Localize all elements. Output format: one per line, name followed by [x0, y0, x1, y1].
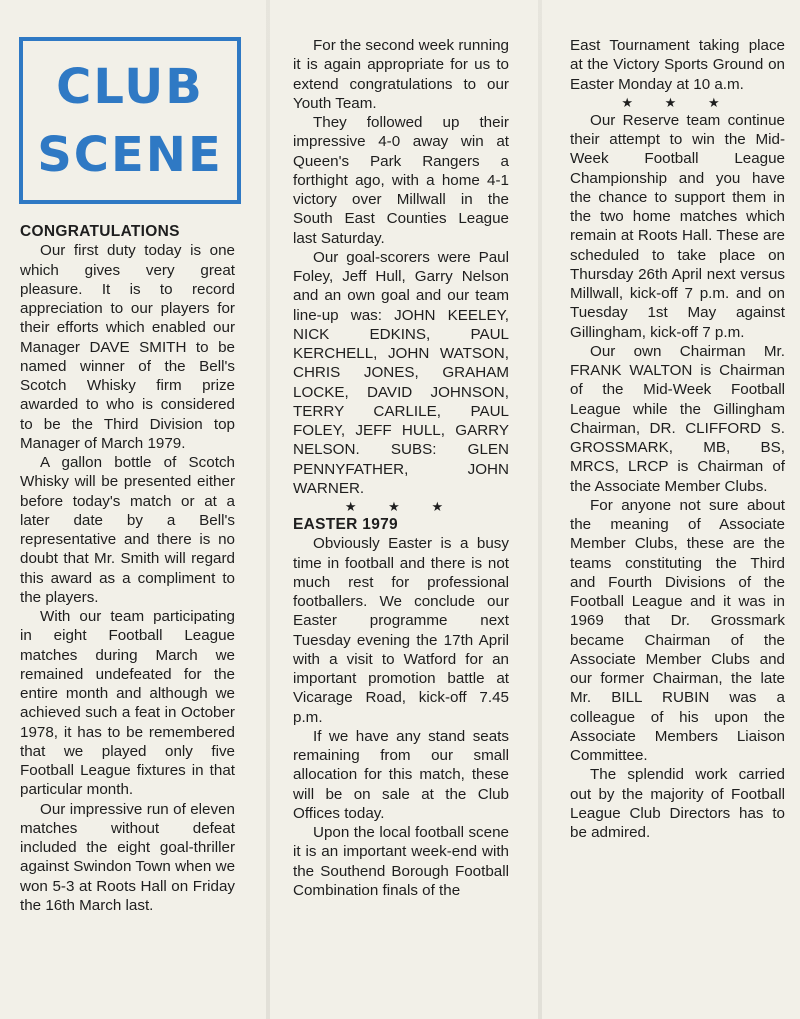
paragraph: Our Reserve team continue their attempt to win the Mid-Week Football League Championship and you have the chance to support them in the two home matches which remain at Roots Hall. These are scheduled to take place on Thursday 26th April next versus Millwall, kick-off 7 p.m. and on Tuesday 1st May against Gillingham, kick-off 7 p.m. [570, 111, 785, 341]
article-column-3 [570, 36, 785, 842]
article-column-2 [293, 36, 509, 900]
star-divider: ★ ★ ★ [621, 94, 734, 110]
paragraph: A gallon bottle of Scotch Whisky will be presented either before today's match or at a later date by a Bell's representative and there is no doubt that Mr. Smith will regard this award as a compliment to the players. [20, 454, 235, 606]
paragraph: Our goal-scorers were Paul Foley, Jeff Hull, Garry Nelson and an own goal and our team line-up was: JOHN KEELEY, NICK EDKINS, PAUL KERCHELL, JOHN WATSON, CHRIS JONES, GRAHAM LOCKE, DAVID JOHNSON, TERRY CARLILE, PAUL FOLEY, JEFF HULL, GARRY NELSON. SUBS: GLEN PENNYFATHER, JOHN WARNER. [293, 248, 509, 497]
paragraph: For the second week running it is again appropriate for us to extend congratulations to our Youth Team. [293, 37, 509, 112]
title-scene: SCENE [37, 127, 223, 183]
paragraph: The splendid work carried out by the majority of Football League Club Directors has to be admired. [570, 766, 785, 841]
article-column-1 [20, 222, 235, 915]
paragraph: They followed up their impressive 4-0 away win at Queen's Park Rangers a forthight ago, with a home 4-1 victory over Millwall in the South East Counties League last Saturday. [293, 114, 509, 247]
paragraph: Upon the local football scene it is an important week-end with the Southend Borough Football Combination finals of the [293, 824, 509, 899]
title-club: CLUB [56, 59, 204, 115]
paragraph: For anyone not sure about the meaning of Associate Member Clubs, these are the teams constituting the Third and Fourth Divisions of the Football League and it was in 1969 that Dr. Grossmark became Chairman of the Associate Member Clubs and our former Chairman, the late Mr. BILL RUBIN was a colleague of his upon the Associate Members Liaison Committee. [570, 496, 785, 764]
paragraph: Our first duty today is one which gives very great pleasure. It is to record appreciation to our players for their efforts which enabled our Manager DAVE SMITH to be named winner of the Bell's Scotch Whisky firm prize awarded to who is considered to be the Third Division top Manager of March 1979. [20, 242, 235, 452]
paragraph: East Tournament taking place at the Victory Sports Ground on Easter Monday at 10 a.m. [570, 37, 785, 93]
page-fold-shadow [266, 0, 270, 1019]
paragraph: Our impressive run of eleven matches without defeat included the eight goal-thriller against Swindon Town when we won 5-3 at Roots Hall on Friday the 16th March last. [20, 800, 236, 914]
section-heading-congratulations: CONGRATULATIONS [20, 223, 180, 240]
paragraph: If we have any stand seats remaining from our small allocation for this match, these will be on sale at the Club Offices today. [293, 727, 509, 822]
paragraph: With our team participating in eight Football League matches during March we remained undefeated for the entire month and although we achieved such a feat in October 1978, it has to be remembered that we played only five Football League fixtures in that particular month. [20, 608, 235, 799]
section-heading-easter: EASTER 1979 [293, 516, 398, 533]
paragraph: Obviously Easter is a busy time in football and there is not much rest for professional footballers. We conclude our Easter programme next Tuesday evening the 17th April with a visit to Watford for an important promotion battle at Vicarage Road, kick-off 7.45 p.m. [293, 535, 509, 726]
paragraph: Our own Chairman Mr. FRANK WALTON is Chairman of the Mid-Week Football League while the Gillingham Chairman, DR. CLIFFORD S. GROSSMARK, MB, BS, MRCS, LRCP is Chairman of the Associate Member Clubs. [570, 342, 785, 495]
star-divider: ★ ★ ★ [344, 499, 458, 514]
page-fold-shadow [538, 0, 542, 1019]
club-scene-title-box [19, 37, 241, 204]
